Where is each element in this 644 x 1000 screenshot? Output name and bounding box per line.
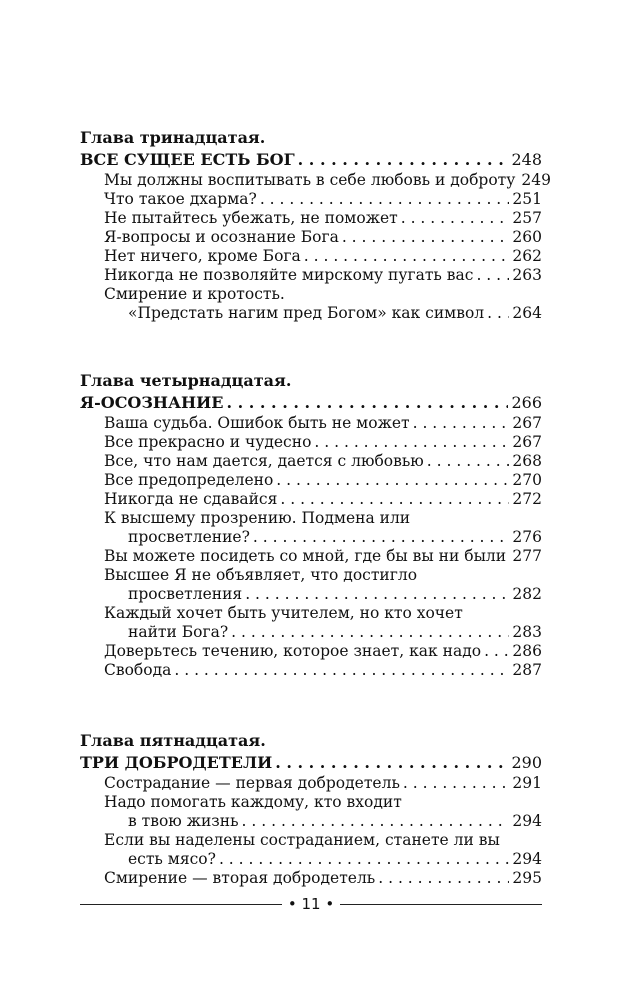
page-ref: 291 xyxy=(512,774,542,792)
page-ref: 270 xyxy=(512,471,542,489)
page-footer xyxy=(80,894,542,914)
entry-title: есть мясо? xyxy=(128,850,216,868)
page-ref: 290 xyxy=(511,753,542,772)
entry-title-line1: К высшему прозрению. Подмена или xyxy=(104,509,411,527)
leader-dots xyxy=(484,642,509,661)
leader-dots xyxy=(242,812,510,831)
entry-title: Нет ничего, кроме Бога xyxy=(104,247,301,265)
leader-dots xyxy=(298,150,509,169)
entry-title: Мы должны воспитывать в себе любовь и доброту xyxy=(104,171,516,189)
toc-entry xyxy=(104,585,542,604)
toc-entry xyxy=(104,661,542,680)
entry-list xyxy=(104,171,551,323)
page-ref: 283 xyxy=(512,623,542,641)
chapter-13 xyxy=(80,128,551,323)
chapter-15 xyxy=(80,731,542,888)
page-ref: 276 xyxy=(512,528,542,546)
leader-dots xyxy=(427,452,510,471)
leader-dots xyxy=(403,774,510,793)
leader-dots xyxy=(314,433,509,452)
toc-entry xyxy=(104,414,542,433)
page-ref: 294 xyxy=(512,850,542,868)
toc-entry xyxy=(104,433,542,452)
leader-dots xyxy=(476,266,509,285)
chapter-label: Глава пятнадцатая. xyxy=(80,731,266,750)
toc-entry xyxy=(104,850,542,869)
page-ref: 264 xyxy=(512,304,542,322)
toc-entry xyxy=(104,547,542,566)
toc-entry xyxy=(104,190,542,209)
page-number: • 11 • xyxy=(287,895,335,913)
chapter-14 xyxy=(80,371,542,680)
toc-entry xyxy=(104,642,542,661)
entry-title: Что такое дхарма? xyxy=(104,190,257,208)
page-ref: 266 xyxy=(511,393,542,412)
toc-entry xyxy=(104,266,542,285)
page-ref: 248 xyxy=(511,150,542,169)
leader-dots xyxy=(401,209,510,228)
page-ref: 268 xyxy=(512,452,542,470)
leader-dots xyxy=(487,304,509,323)
toc-entry xyxy=(104,774,542,793)
page-ref: 287 xyxy=(512,661,542,679)
leader-dots xyxy=(378,869,509,888)
toc-entry xyxy=(104,171,551,190)
chapter-label: Глава тринадцатая. xyxy=(80,128,266,147)
entry-title-line1: Если вы наделены состраданием, станете ли вы xyxy=(104,831,500,849)
toc-entry xyxy=(104,869,542,888)
entry-title: Доверьтесь течению, которое знает, как надо xyxy=(104,642,482,660)
toc-entry xyxy=(104,209,542,228)
page-ref: 272 xyxy=(512,490,542,508)
page-ref: 282 xyxy=(512,585,542,603)
leader-dots xyxy=(304,247,510,266)
page-ref: 257 xyxy=(512,209,542,227)
chapter-title-row xyxy=(80,393,542,412)
entry-title: Все, что нам дается, дается с любовью xyxy=(104,452,424,470)
toc-entry xyxy=(104,623,542,642)
entry-title: «Предстать нагим пред Богом» как символ xyxy=(128,304,485,322)
entry-title-line1: Высшее Я не объявляет, что достигло xyxy=(104,566,418,584)
entry-title-line1: Надо помогать каждому, кто входит xyxy=(104,793,402,811)
footer-rule-right xyxy=(340,904,542,905)
entry-list xyxy=(104,774,542,888)
toc-entry xyxy=(104,812,542,831)
entry-title-line1: Смирение и кротость. xyxy=(104,285,285,303)
leader-dots xyxy=(413,414,510,433)
chapter-title: ВСЕ СУЩЕЕ ЕСТЬ БОГ xyxy=(80,150,295,169)
chapter-title-row xyxy=(80,753,542,772)
entry-title: Никогда не позволяйте мирскому пугать вас xyxy=(104,266,474,284)
entry-list xyxy=(104,414,542,680)
leader-dots xyxy=(219,850,509,869)
entry-title: просветление? xyxy=(128,528,250,546)
entry-title: Вы можете посидеть со мной, где бы вы ни были xyxy=(104,547,507,565)
page-ref: 262 xyxy=(512,247,542,265)
leader-dots xyxy=(245,585,509,604)
leader-dots xyxy=(253,528,510,547)
chapter-title: ТРИ ДОБРОДЕТЕЛИ xyxy=(80,753,273,772)
toc-entry xyxy=(104,304,542,323)
entry-title: найти Бога? xyxy=(128,623,229,641)
page-ref: 249 xyxy=(521,171,551,189)
entry-title: Не пытайтесь убежать, не поможет xyxy=(104,209,398,227)
entry-title-line1: Каждый хочет быть учителем, но кто хочет xyxy=(104,604,463,622)
page-ref: 294 xyxy=(512,812,542,830)
chapter-label: Глава четырнадцатая. xyxy=(80,371,292,390)
leader-dots xyxy=(174,661,509,680)
toc-entry xyxy=(104,471,542,490)
leader-dots xyxy=(342,228,510,247)
entry-title: Смирение — вторая добродетель xyxy=(104,869,376,887)
chapter-title: Я-ОСОЗНАНИЕ xyxy=(80,393,224,412)
entry-title: Все предопределено xyxy=(104,471,274,489)
leader-dots xyxy=(276,471,509,490)
leader-dots xyxy=(275,753,508,772)
leader-dots xyxy=(226,393,508,412)
footer-rule-left xyxy=(80,904,282,905)
entry-title: Никогда не сдавайся xyxy=(104,490,278,508)
page-ref: 251 xyxy=(512,190,542,208)
toc-entry xyxy=(104,528,542,547)
entry-title: Сострадание — первая добродетель xyxy=(104,774,400,792)
toc-entry xyxy=(104,452,542,471)
entry-title: Свобода xyxy=(104,661,172,679)
toc-entry xyxy=(104,490,542,509)
page-ref: 267 xyxy=(512,433,542,451)
page-ref: 263 xyxy=(512,266,542,284)
page-ref: 267 xyxy=(512,414,542,432)
page-ref: 260 xyxy=(512,228,542,246)
entry-title: в твою жизнь xyxy=(128,812,239,830)
page-ref: 295 xyxy=(512,869,542,887)
table-of-contents xyxy=(80,128,551,888)
leader-dots xyxy=(231,623,509,642)
chapter-title-row xyxy=(80,150,542,169)
page-ref: 286 xyxy=(512,642,542,660)
leader-dots xyxy=(280,490,509,509)
entry-title: Я-вопросы и осознание Бога xyxy=(104,228,339,246)
entry-title: Все прекрасно и чудесно xyxy=(104,433,312,451)
entry-title: просветления xyxy=(128,585,243,603)
entry-title: Ваша судьба. Ошибок быть не может xyxy=(104,414,410,432)
leader-dots xyxy=(260,190,510,209)
toc-entry xyxy=(104,247,542,266)
toc-entry xyxy=(104,228,542,247)
page-ref: 277 xyxy=(512,547,542,565)
